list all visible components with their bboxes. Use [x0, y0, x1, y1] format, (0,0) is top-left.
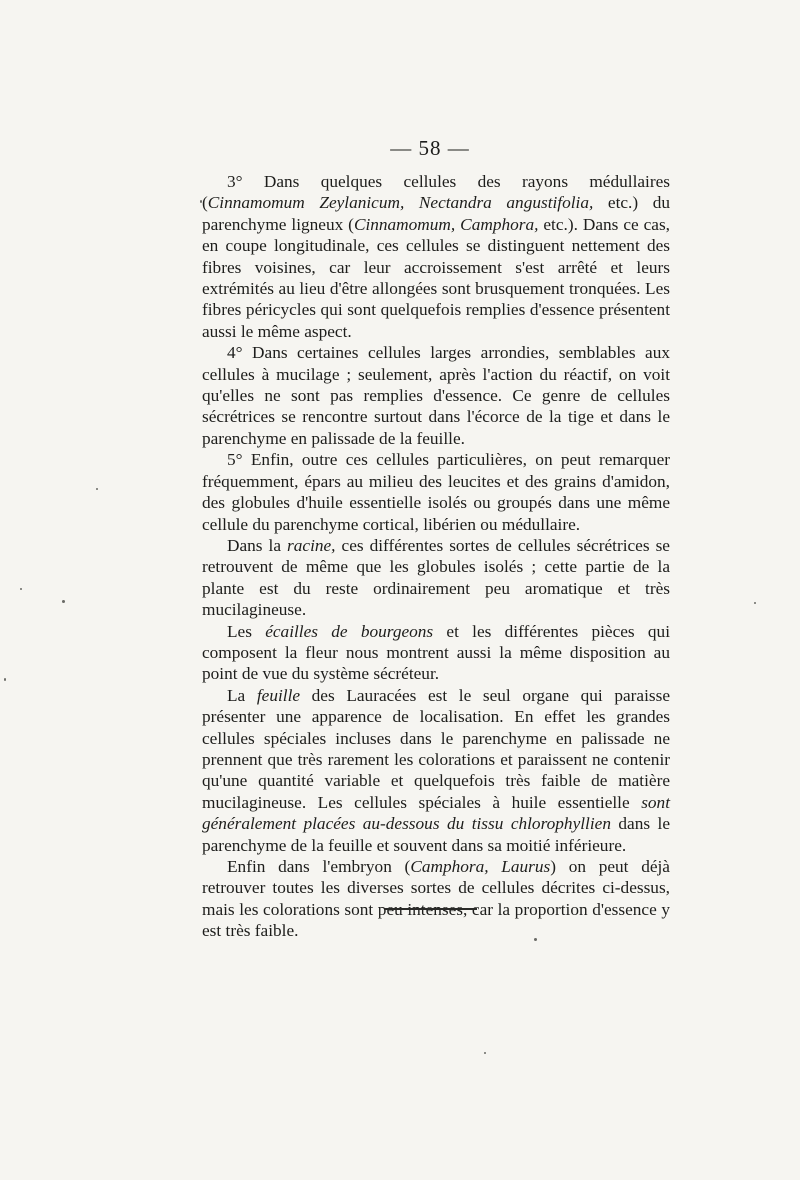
paragraph-racine — [202, 535, 670, 621]
page-number: — 58 — — [390, 136, 470, 160]
paper-speck — [484, 1052, 486, 1054]
text-run: ) on peut déjà retrouver toutes les diverses sortes de cellules décrites ci-dessus, mais les colorations sont peu intenses, car la proportion d'essence y est très faible. — [202, 857, 670, 941]
italic-run: sont généralement placées au-dessous du tissu chlorophyllien — [202, 792, 670, 834]
italic-run: Cinnamomum Zeylanicum, Nectandra angustifolia, — [207, 193, 594, 213]
paragraph-embryon — [202, 856, 670, 942]
text-run: des Lauracées est le seul organe qui paraisse présenter une apparence de localisation. En effet les grandes cellules spéciales incluses dans le parenchyme en palissade ne prennent que très rarement les colorations et paraissent ne contenir qu'une quantité variable et quelquefois très faible de matière mucilagineuse. Les cellules spéciales à huile essentielle — [202, 685, 671, 812]
end-rule — [385, 908, 477, 910]
paper-speck — [20, 588, 22, 590]
paragraph-globules-huile — [202, 449, 670, 535]
paragraph-ecailles-bourgeons — [202, 621, 670, 685]
text-run: 5° Enfin, outre ces cellules particulières, on peut remarquer fréquemment, épars au milieu des leucites et des grains d'amidon, des globules d'huile essentielle isolés ou groupés dans une même cellule du parenchyme cortical, libérien ou médullaire. — [202, 450, 670, 534]
paper-speck — [4, 678, 6, 681]
text-run: 4° Dans certaines cellules larges arrondies, semblables aux cellules à mucilage ; seulement, après l'action du réactif, on voit qu'elles ne sont pas remplies d'essence. Ce genre de cellules sécrétrices se rencontre surtout dans l'écorce de la tige et dans le parenchyme en palissade de la feuille. — [202, 343, 670, 448]
paragraph-rayons-medullaires — [202, 171, 670, 342]
text-run: Les — [227, 621, 266, 641]
italic-run: racine, — [287, 535, 336, 555]
text-run: 3° Dans quelques cellules des rayons médullaires ( — [202, 172, 670, 213]
paragraph-cellules-larges — [202, 342, 670, 449]
paper-speck — [754, 602, 756, 604]
text-run: etc.). Dans ce cas, en coupe longitudinale, ces cellules se distinguent nettement des fibres voisines, car leur accroissement s'est arrêté et leurs extrémités au lieu d'être allongées sont brusquement tronquées. Les fibres péricycles qui sont quelquefois remplies d'essence présentent aussi le même aspect. — [202, 214, 671, 341]
italic-run: Cinnamomum, Camphora, — [353, 214, 539, 234]
text-run: et les différentes pièces qui composent la fleur nous montrent aussi la même disposition au point de vue du système sécréteur. — [202, 621, 670, 684]
paragraph-feuille — [202, 685, 670, 856]
paper-speck — [200, 200, 202, 203]
text-run: Enfin dans l'embryon ( — [227, 857, 411, 876]
text-run: dans le parenchyme de la feuille et souvent dans sa moitié inférieure. — [202, 814, 670, 855]
text-run: ces différentes sortes de cellules sécrétrices se retrouvent de même que les globules isolés ; cette partie de la plante est du reste ordinairement peu aromatique et très mucilagineuse. — [202, 535, 670, 620]
body-text — [202, 171, 670, 942]
text-run: La — [227, 685, 257, 705]
italic-run: Camphora, Laurus — [410, 857, 551, 876]
paper-speck — [96, 488, 98, 490]
italic-run: écailles de bourgeons — [265, 621, 434, 641]
paper-speck — [62, 600, 65, 603]
italic-run: feuille — [256, 685, 301, 705]
text-run: etc.) du parenchyme ligneux ( — [202, 193, 670, 234]
paper-speck — [534, 938, 537, 941]
text-run: Dans la — [227, 535, 288, 555]
